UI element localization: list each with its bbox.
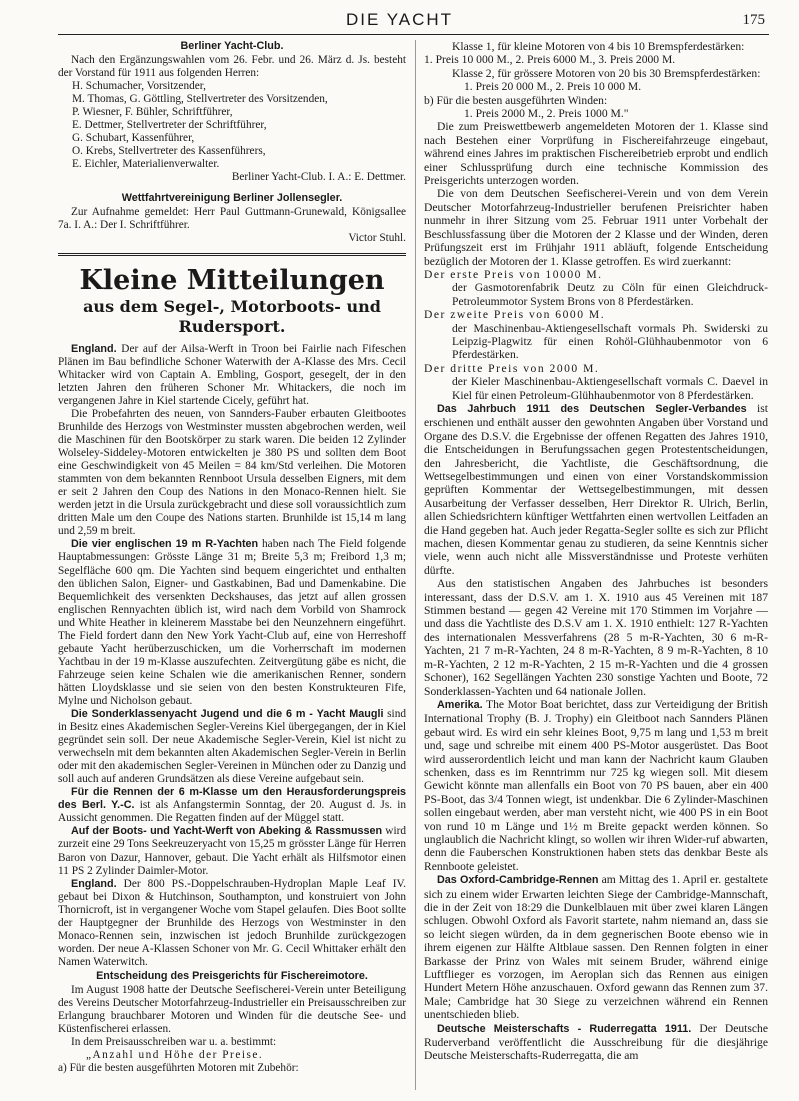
article-abeking: Auf der Boots- und Yacht-Werft von Abeking & Rassmussen wird zurzeit eine 29 Tons Seekreuzeryacht von 15,25 m grösster Länge für Herren Baron von Dazur, Hannover, gebaut. Die Yacht erhält als Hilfsmotor einen 11 PS 2 Zylinder Daimler-Motor. — [58, 825, 407, 877]
article-england-1: England. Der auf der Ailsa-Werft in Troon bei Fairlie nach Fifeschen Plänen im Bau befindliche Schoner Waterwith der A-Klasse des Mrs. Cecil Whitacker wird von Captain A. Embling, Gosport, gesegelt, der in den letzten Jahren den früheren Schoner Mr. Whitackers, die noch im vergangenen Jahre in Kiel startende Cicely, geführt hat. — [58, 342, 406, 407]
header-rule — [58, 34, 769, 35]
article-lead: Das Jahrbuch 1911 des Deutschen Segler-Verbandes — [437, 402, 747, 415]
board-member: E. Eichler, Materialienverwalter. — [72, 158, 220, 171]
fischerei-para-1: Die zum Preiswettbewerb angemeldeten Motoren der 1. Klasse sind nach Bestehen einer Vorprüfung in Fischereifahrzeuge eingebaut, während eines Jahres im praktischen Fischereibetrieb erprobt und endlich einer Schlussprüfung durch eine technische Kommission des Preisgerichts unterzogen worden. — [424, 120, 768, 188]
article-lead: Deutsche Meisterschafts - Ruderregatta 1911. — [437, 1022, 692, 1035]
prize-3: Der dritte Preis von 2000 M. — [424, 361, 600, 375]
preis-a: a) Für die besten ausgeführten Motoren mit Zubehör: — [58, 1062, 299, 1075]
fischerei-heading: Entscheidung des Preisgerichts für Fischereimotore. — [96, 969, 368, 982]
article-lead: Auf der Boots- und Yacht-Werft von Abeking & Rassmussen — [71, 825, 383, 838]
article-england-2: Die Probefahrten des neuen, von Sannders-Fauber erbauten Gleitbootes Brunhilde des Herzogs von Westminster mussten abgebrochen werden, weil die Maschinen für den Bootskörper zu stark waren. Die beiden 12 Zylinder Wolseley-Siddeley-Motoren entwickelten je 380 PS und sollten dem Boot eine Geschwindigkeit von 45 Meilen = 84 km/Std verleihen. Die Motoren stammten von dem bekannten Rennboot Ursula desselben Eigners, mit dem er seit 2 Jahren den Coup des Nations in den Monaco-Rennen hielt. Sie werden jetzt in die Ursula zurückgebracht und diese soll voraussichtlich zum dritten Male um den Coupe des Nations starten. Brunhilde ist 15,14 m lang und 2,59 m breit. — [58, 407, 406, 538]
prize-3-winner: der Kieler Maschinenbau-Aktiengesellschaft vormals C. Daevel in Kiel für einen Petroleum-Glühhaubenmotor von 8 Pferdestärken. — [452, 375, 768, 402]
fischerei-text: Im August 1908 hatte der Deutsche Seefischerei-Verein unter Beteiligung des Vereins Deutscher Motorfahrzeug-Industrieller ein Preisausschreiben zur Erlangung brauchbarer Motoren und Winden für die deutsche See- und Küstenfischerei erlassen. — [58, 984, 406, 1036]
article-jugend: Die Sonderklassenyacht Jugend und die 6 m - Yacht Maugli sind in Besitz eines Akademischen Segler-Vereins Kiel übergegangen, der in Kiel gegründet sein soll. Der neue Akademische Segler-Verein, Kiel ist nicht zu verwechseln mit dem bekannten alten Akademischen Segler-Verein in Berlin oder mit den akademischen Segler-Vereinen in München oder zu Danzig und soll auch auf anderen Grundsätzen als diese Vereine aufgebaut sein. — [58, 708, 406, 786]
board-member: O. Krebs, Stellvertreter des Kassenführers, — [72, 145, 266, 158]
board-member: G. Schubart, Kassenführer, — [72, 132, 195, 145]
prize-2: Der zweite Preis von 6000 M. — [424, 308, 606, 322]
article-lead: Die Sonderklassenyacht Jugend und die 6 m - Yacht Maugli — [71, 708, 384, 721]
article-lead: Die vier englischen 19 m R-Yachten — [71, 538, 259, 551]
jollen-heading: Wettfahrtvereinigung Berliner Jollensegler. — [121, 191, 343, 204]
article-england-3: England. Der 800 PS.-Doppelschrauben-Hydroplan Maple Leaf IV. gebaut bei Dixon & Hutchinson, Southampton, und konstruiert von John Thornicroft, ist in vergangener Woche vom Stapel gelaufen. Dies Boot sollte der Hauptgegner der Brunhilde des Herzogs von Westminster in den Monaco-Rennen sein, inzwischen ist jedoch Brunhilde zurückgezogen worden. Der neue A-Klassen Schoner von Mr. G. Cecil Whittaker erhält den Namen Waterwitch. — [58, 877, 407, 968]
article-lead: England. — [71, 877, 117, 890]
klasse-1: Klasse 1, für kleine Motoren von 4 bis 10 Bremspferdestärken: — [452, 40, 745, 53]
section-title: Kleine Mitteilungen — [79, 264, 385, 296]
article-6m-rennen: Für die Rennen der 6 m-Klasse um den Herausforderungspreis des Berl. Y.-C. ist als Anfangstermin Sonntag, der 20. August d. Js. in Aussicht genommen. Die Regatten finden auf der Müggel statt. — [58, 786, 407, 825]
article-amerika: Amerika. The Motor Boat berichtet, dass zur Verteidigung der British International Trophy (B. J. Trophy) ein Gleitboot nach Sannders Plänen gebaut wird. Es wird ein sehr kleines Boot, 9,75 m lang und 1,53 m breit und, sage und schreibe mit einem 400 PS-Motor ausgerüstet. Das Boot wird ausserordentlich leicht und man kann der Nachricht kaum Glauben schenken, dass es im Renntrimm nur 725 kg wiegen soll. Mit diesem Gewicht könnte man allenfalls ein Boot von 70 PS bauen, aber ein 400 PS-Boot, das 3/4 Tonnen wiegt, ist undenkbar. Die 6 Zylinder-Maschinen sollen eingebaut werden, aber man versteht nicht, wie 400 PS in ein Boot von rund 10 m Länge und 1½ m Breite gepackt werden können. So unglaublich die Nachricht klingt, so wollen wir ihren Wider-ruf abwarten, denn die Fauberschen Konstruktionen haben stets das denkbar Beste als Rennboote geleistet. — [424, 697, 768, 873]
berliner-heading: Berliner Yacht-Club. — [180, 40, 284, 52]
right-column — [424, 40, 768, 1063]
jollen-signature: Victor Stuhl. — [348, 231, 406, 244]
section-subtitle: aus dem Segel-, Motorboots- und Rudersport. — [83, 296, 381, 336]
winden: b) Für die besten ausgeführten Winden: — [424, 93, 608, 107]
column-divider — [415, 40, 416, 1090]
board-list — [58, 80, 406, 171]
article-ruder: Deutsche Meisterschafts - Ruderregatta 1911. Der Deutsche Ruderverband veröffentlicht die Ausschreibung für die diesjährige Deutsche Meisterschafts-Ruderregatta, die am — [424, 1021, 768, 1063]
klasse-2-prizes: 1. Preis 20 000 M., 2. Preis 10 000 M. — [464, 80, 642, 94]
winden-prizes: 1. Preis 2000 M., 2. Preis 1000 M." — [464, 107, 629, 121]
journal-title: DIE YACHT — [345, 10, 454, 29]
section-rule — [58, 253, 406, 259]
preis-quote: „Anzahl und Höhe der Preise. — [86, 1049, 264, 1062]
prize-2-winner: der Maschinenbau-Aktiengesellschaft vormals Ph. Swiderski zu Leipzig-Plagwitz für einen Rohöl-Glühhaubenmotor von 6 Pferdestärken. — [452, 321, 768, 362]
page-header — [0, 6, 799, 34]
prize-1-winner: der Gasmotorenfabrik Deutz zu Cöln für einen Gleichdruck-Petroleummotor System Brons von 8 Pferdestärken. — [452, 281, 768, 308]
board-member: M. Thomas, G. Göttling, Stellvertreter des Vorsitzenden, — [72, 93, 328, 106]
article-jahrbuch: Das Jahrbuch 1911 des Deutschen Segler-Verbandes ist erschienen und enthält ausser den gewohnten Angaben über Vorstand und Organe des D.S.V. die Ergebnisse der offenen Regatten des Jahres 1910, die Entscheidungen in Berufungssachen gegen Protestentscheidungen, den Jahresbericht, die Yachtliste, die Geschäftsordnung, die Wettsegelbestimmungen und einen von einer Vorstandskommission geprüften Kommentar der Wettsegelbestimmungen, mit dessen Ausarbeitung der Verfasser desselben, Herr Direktor R. Ulrich, Berlin, allen Schiedsrichtern künftiger Wettfahrten einen wertvollen Leitfaden an die Hand gegeben hat. Auch jeder Regatta-Segler sollte es sich zur Pflicht machen, diesen Kommentar genau zu studieren, da seine Kenntnis sicher viele, wenn auch nicht alle Missverständnisse und Proteste verhüten dürfte. — [424, 401, 768, 577]
board-member: E. Dettmer, Stellvertreter der Schriftführer, — [72, 119, 267, 132]
page-number: 175 — [742, 12, 765, 28]
article-lead: Für die Rennen der 6 m-Klasse um den Herausforderungspreis des Berl. Y.-C. — [58, 786, 406, 812]
article-lead: Das Oxford-Cambridge-Rennen — [437, 874, 599, 887]
berliner-text: Nach den Ergänzungswahlen vom 26. Febr. und 26. März d. Js. besteht der Vorstand für 1911 aus folgenden Herren: — [58, 54, 406, 80]
jollen-text: Zur Aufnahme gemeldet: Herr Paul Guttmann-Grunewald, Königsallee 7a. I. A.: Der I. Schriftführer. — [58, 205, 406, 231]
article-statistik: Aus den statistischen Angaben des Jahrbuches ist besonders interessant, dass der D.S.V. am 1. X. 1910 aus 45 Vereinen mit 187 Stimmen bestand — gegen 42 Vereine mit 170 Stimmen im Vorjahre — und dass die Yachtliste des D.S.V am 1. X. 1910 enthielt: 127 R-Yachten des internationalen Messverfahrens (28 5 m-R-Yachten, 30 6 m-R-Yachten, 21 7 m-R-Yachten, 24 8 m-R-Yachten, 8 9 m-R-Yachten, 8 10 m-R-Yachten, 2 12 m-R-Yachten, 2 15 m-R-Yachten und die 4 grossen Schoner), 162 Segellängen Yachten 230 sonstige Yachten und Boote, 72 Sonderklassen-Yachten und 64 nationale Jollen. — [424, 577, 768, 698]
article-lead: Amerika. — [437, 698, 483, 711]
left-column — [58, 40, 406, 1075]
article-oxford: Das Oxford-Cambridge-Rennen am Mittag des 1. April er. gestaltete sich zu einem wider Erwarten leichten Siege der Cambridge-Mannschaft, die in der Zeit von 18:29 die Dunkelblauen mit über zwei klaren Längen schlugen. Obwohl Oxford als Favorit startete, nahm niemand an, dass sie so leicht siegen würden, da in dem gegnerischen Boote ebenso wie in ihrem eigenen zur Hälfte Altblaue sassen. Den Rennen folgten in einer Barkasse der Prinz von Wales mit seinem Bruder, während einige Luftflieger es vorzogen, im Aeroplan sich das Rennen aus einigen Hundert Metern Höhe anzuschauen. Oxford gewann das Rennen zum 37. Male; Cambridge hat 30 Siege zu verzeichnen während ein Rennen unentschieden blieb. — [424, 873, 769, 1022]
klasse-2: Klasse 2, für grössere Motoren von 20 bis 30 Bremspferdestärken: — [452, 66, 761, 80]
board-member: H. Schumacher, Vorsitzender, — [72, 80, 206, 93]
article-19m: Die vier englischen 19 m R-Yachten haben nach The Field folgende Hauptabmessungen: Grösste Länge 31 m; Breite 5,3 m; Freibord 1,3 m; Segelfläche 600 qm. Die Yachten sind bequem eingerichtet und enthalten den üblichen Salon, Eigner- und Gastkabinen, Bad und Damenkabine. Die Bequemlichkeit des versenkten Deckshauses, das jetzt auf allen grossen englischen Rennyachten üblich ist, wird nach dem Vorbild von Shamrock und White Heather in kleinerem Masstabe bei den Neunzehnern eingeführt. The Field fordert dann den New York Yacht-Club auf, eine von Herreshoff gebaute Yacht herüberzuschicken, um die Vorherrschaft im modernen Yachtbau in der 19 m-Klasse auszufechten. Zeitvergütung gäbe es nicht, die Fahrzeuge seien keine Schalen wie die amerikanischen Renner, sondern hätten Lloydsklasse und sie seien von den besten Konstrukteuren Fife, Mylne und Nicholson gebaut. — [58, 538, 406, 707]
fischerei-para-2: Die von dem Deutschen Seefischerei-Verein und von dem Verein Deutscher Motorfahrzeug-Industrieller berufenen Preisrichter haben nunmehr in ihrer Sitzung vom 25. Februar 1911 unter Vorbehalt der Beschlussfassung über die Motoren der 2 Klasse und der Winden, deren Prüfungszeit erst im Frühjahr 1911 abläuft, folgende Entscheidung bezüglich der Motoren der 1. Klasse getroffen. Es wird zuerkannt: — [424, 187, 768, 268]
klasse-1-prizes: 1. Preis 10 000 M., 2. Preis 6000 M., 3. Preis 2000 M. — [424, 53, 676, 67]
article-lead: England. — [71, 342, 117, 355]
preis-intro: In dem Preisausschreiben war u. a. bestimmt: — [71, 1036, 277, 1049]
board-member: P. Wiesner, F. Bühler, Schriftführer, — [72, 106, 233, 119]
prize-1: Der erste Preis von 10000 M. — [424, 267, 603, 281]
berliner-signature: Berliner Yacht-Club. I. A.: E. Dettmer. — [231, 171, 406, 184]
